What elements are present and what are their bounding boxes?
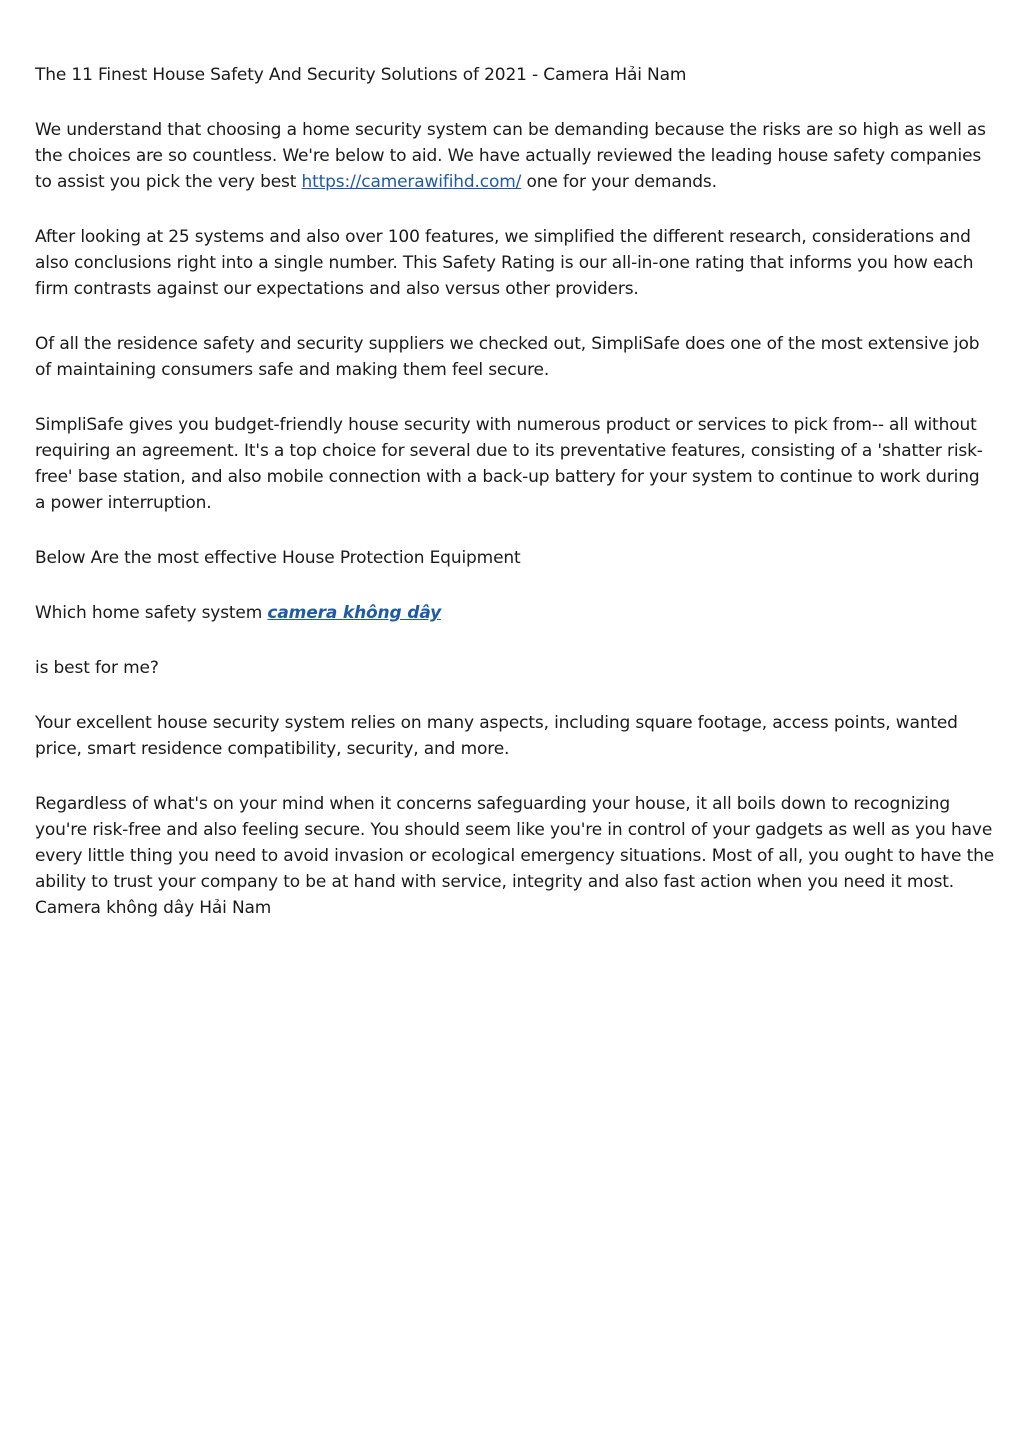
- paragraph-conclusion: Regardless of what's on your mind when it concerns safeguarding your house, it all boils down to recognizing you're risk-free and also feeling secure. You should seem like you're in control of your gadgets as well as you have every little thing you need to avoid invasion or ecological emergency situations. Most of all, you ought to have the ability to trust your company to be at hand with service, integrity and also fast action when you need it most.: [35, 794, 995, 892]
- paragraph-equipment-heading: Below Are the most effective House Protection Equipment: [35, 548, 521, 568]
- footer-line: Camera không dây Hải Nam: [35, 898, 272, 918]
- paragraph-safety-rating: After looking at 25 systems and also over 100 features, we simplified the different research, considerations and also conclusions right into a single number. This Safety Rating is our all-in-one rating that informs you how each firm contrasts against our expectations and also versus other providers.: [35, 227, 974, 299]
- paragraph-intro-text-before: We understand that choosing a home security system can be demanding because the risks are so high as well as the choices are so countless. We're below to aid. We have actually reviewed the leading house safety companies to assist you pick the very best: [35, 120, 986, 192]
- camerawifihd-link[interactable]: https://camerawifihd.com/: [301, 172, 522, 192]
- camera-khong-day-link[interactable]: camera không dây: [267, 603, 442, 623]
- paragraph-aspects: Your excellent house security system relies on many aspects, including square footage, access points, wanted price, smart residence compatibility, security, and more.: [35, 713, 958, 759]
- paragraph-which-system-text: Which home safety system: [35, 603, 268, 623]
- paragraph-intro-text-after: one for your demands.: [521, 172, 717, 192]
- paragraph-intro: [35, 117, 995, 195]
- paragraph-simplisafe-summary: Of all the residence safety and security suppliers we checked out, SimpliSafe does one of the most extensive job of maintaining consumers safe and making them feel secure.: [35, 334, 980, 380]
- paragraph-which-system: [35, 600, 995, 626]
- paragraph-simplisafe-details: SimpliSafe gives you budget-friendly house security with numerous product or services to pick from-- all without requiring an agreement. It's a top choice for several due to its preventative features, consisting of a 'shatter risk-free' base station, and also mobile connection with a back-up battery for your system to continue to work during a power interruption.: [35, 415, 983, 513]
- document-body: [35, 62, 995, 921]
- document-title: The 11 Finest House Safety And Security Solutions of 2021 - Camera Hải Nam: [35, 65, 687, 85]
- paragraph-best-for-me: is best for me?: [35, 658, 159, 678]
